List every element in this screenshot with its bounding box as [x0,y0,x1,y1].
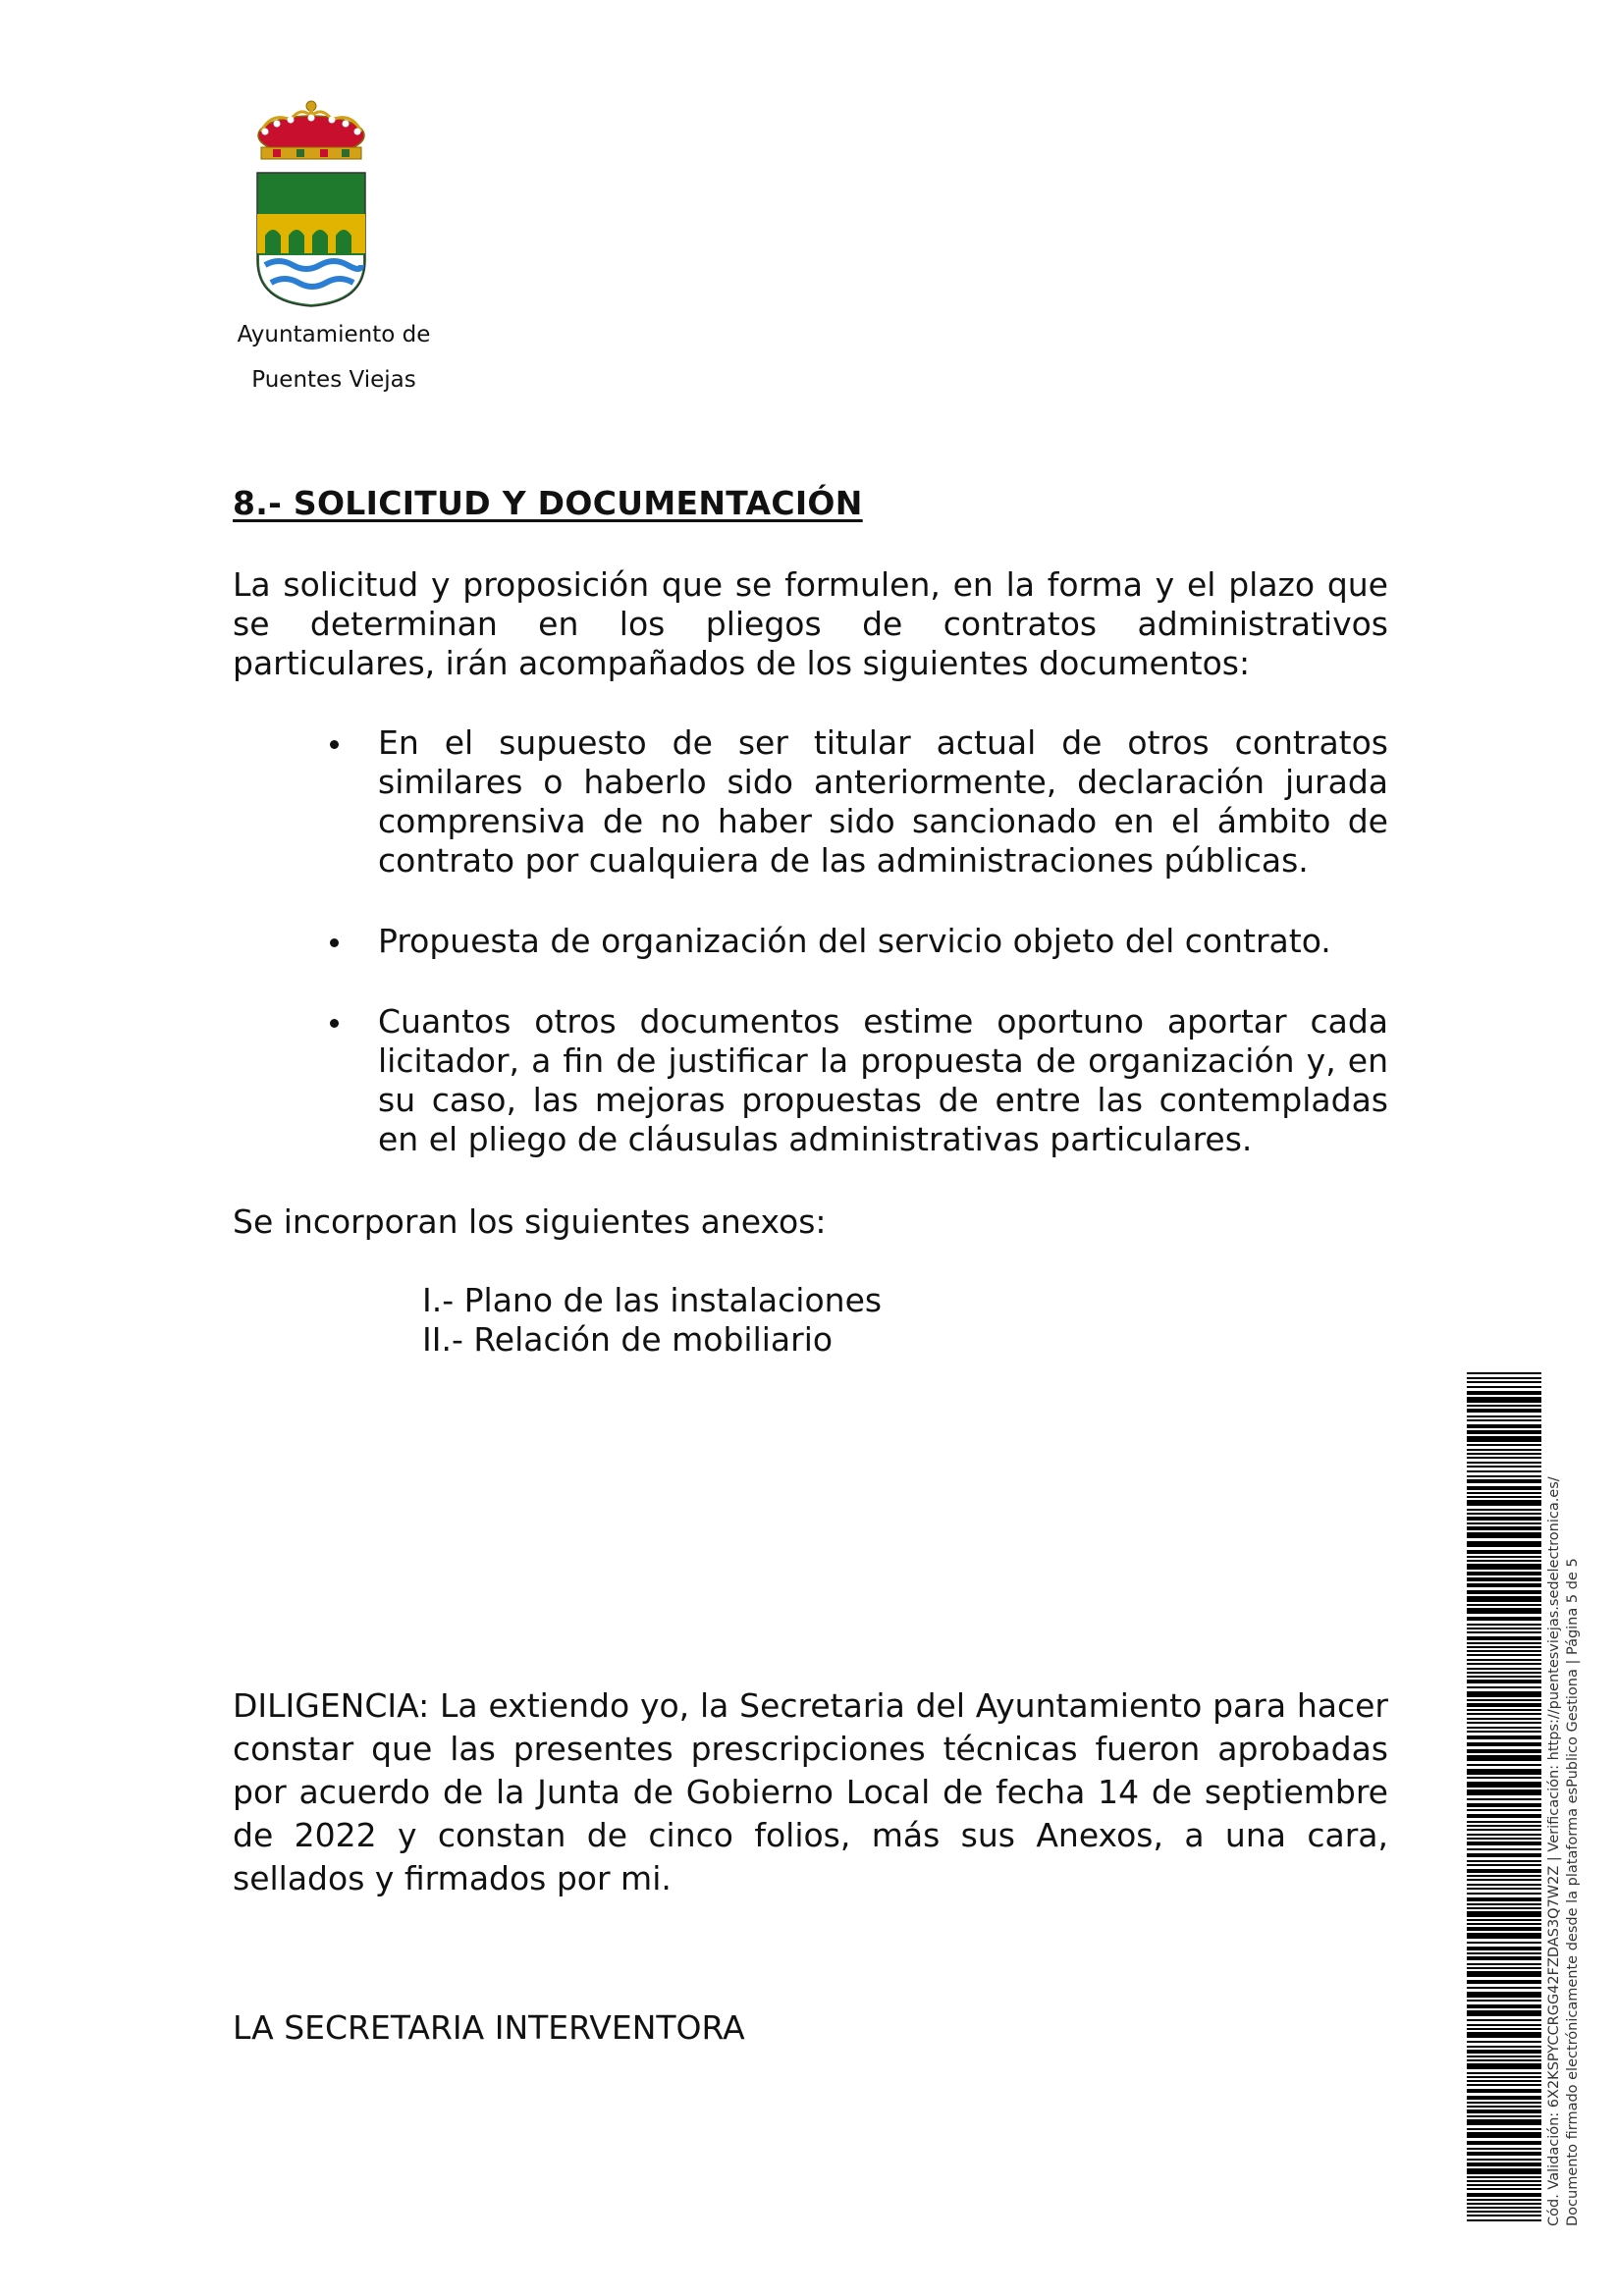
document-list [233,723,1388,1201]
list-item-text: Cuantos otros documentos estime oportuno aportar cada licitador, a fin de justificar la propuesta de organización y, en su caso, las mejoras propuestas de entre las contempladas en el pliego de cláusulas administrativas particulares. [378,1002,1388,1158]
annex-item: I.- Plano de las instalaciones [422,1281,883,1319]
bullet-icon [330,740,339,749]
list-item-text: En el supuesto de ser titular actual de otros contratos similares o haberlo sido anteriormente, declaración jurada comprensiva de no haber sido sancionado en el ámbito de contrato por cualquiera de las administraciones públicas. [378,723,1388,880]
annex-item: II.- Relación de mobiliario [422,1320,834,1359]
list-item [233,723,1388,881]
annex-list [422,1281,882,1360]
intro-paragraph: La solicitud y proposición que se formulen, en la forma y el plazo que se determinan en los pliegos de contratos administrativos particulares, irán acompañados de los siguientes documentos: [233,565,1388,682]
barcode-icon [1467,1372,1541,2222]
bullet-icon [330,938,339,947]
list-item [233,922,1388,961]
verification-footer [1545,1441,1583,2226]
org-line-2: Puentes Viejas [251,367,416,393]
annex-intro: Se incorporan los siguientes anexos: [233,1202,827,1241]
list-item-text: Propuesta de organización del servicio objeto del contrato. [378,922,1331,960]
org-line-1: Ayuntamiento de [237,322,431,347]
verification-line-1: Cód. Validación: 6X2KSPYCCRGG42FZDAS3Q7W2Z | Verificación: https://puentesviejas.sedelectronica.es/ [1546,1476,1562,2226]
section-heading: 8.- SOLICITUD Y DOCUMENTACIÓN [233,484,863,522]
diligencia-paragraph: DILIGENCIA: La extiendo yo, la Secretaria del Ayuntamiento para hacer constar que las presentes prescripciones técnicas fueron aprobadas por acuerdo de la Junta de Gobierno Local de fecha 14 de septiembre de 2022 y constan de cinco folios, más sus Anexos, a una cara, sellados y firmados por mi. [233,1686,1388,1897]
coat-of-arms-icon [251,98,371,309]
bullet-icon [330,1019,339,1028]
verification-line-2: Documento firmado electrónicamente desde la plataforma esPublico Gestiona | Página 5 de 5 [1565,1558,1581,2226]
list-item [233,1002,1388,1159]
organization-name [216,312,452,402]
signature-title: LA SECRETARIA INTERVENTORA [233,2008,745,2047]
